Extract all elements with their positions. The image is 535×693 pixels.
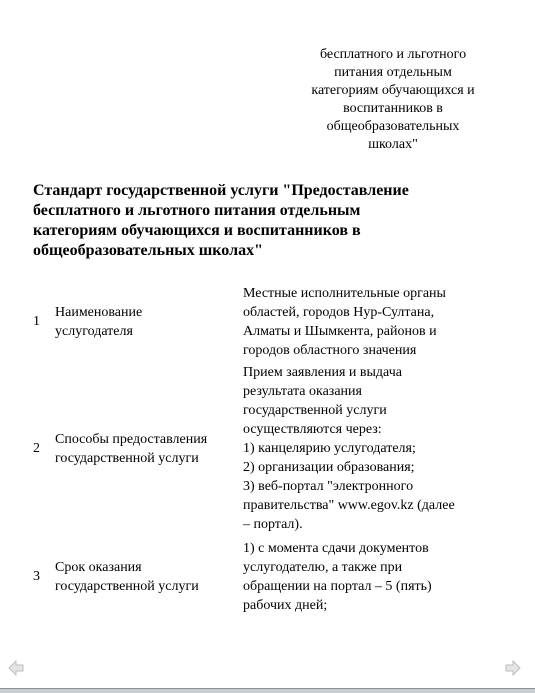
prev-page-button[interactable] <box>6 658 26 678</box>
row-desc-line: обращении на портал – 5 (пять) <box>243 579 432 594</box>
header-note-line: школах" <box>368 137 418 152</box>
header-note-line: бесплатного и льготного <box>319 47 467 62</box>
row-desc-line: рабочих дней; <box>243 598 328 613</box>
table-row <box>33 363 503 534</box>
row-desc-line: Прием заявления и выдача <box>243 365 402 380</box>
row-desc-line: правительства" www.egov.kz (далее <box>243 498 455 513</box>
header-note <box>282 46 504 154</box>
table-row <box>33 539 503 615</box>
row-number: 3 <box>33 569 40 584</box>
title-line: категориям обучающихся и воспитанников в <box>33 222 361 239</box>
row-name <box>55 303 235 341</box>
row-desc-line: 1) с момента сдачи документов <box>243 541 429 556</box>
row-desc-line: осуществляются через: <box>243 422 382 437</box>
row-number: 2 <box>33 441 40 456</box>
row-desc-line: городов областного значения <box>243 343 417 358</box>
title-line: Стандарт государственной услуги "Предоставление <box>33 182 409 199</box>
row-name-line: Срок оказания <box>55 560 142 575</box>
row-name <box>55 430 235 468</box>
row-name-line: Способы предоставления <box>55 432 208 447</box>
header-note-line: воспитанников в <box>343 101 443 116</box>
bottom-scrollbar[interactable] <box>0 688 535 693</box>
arrow-right-icon <box>503 658 523 678</box>
title-line: общеобразовательных школах" <box>33 242 263 259</box>
row-desc-line: услугодателю, а также при <box>243 560 403 575</box>
header-note-line: питания отдельным <box>334 65 452 80</box>
row-description <box>243 284 495 360</box>
row-desc-line: 1) канцелярию услугодателя; <box>243 441 416 456</box>
row-name-line: государственной услуги <box>55 451 199 466</box>
row-name <box>55 558 235 596</box>
row-desc-line: Алматы и Шымкента, районов и <box>243 324 437 339</box>
arrow-left-icon <box>6 658 26 678</box>
title-line: бесплатного и льготного питания отдельным <box>33 202 361 219</box>
header-note-line: категориям обучающихся и <box>311 83 475 98</box>
document-title <box>33 181 503 261</box>
row-number: 1 <box>33 314 40 329</box>
row-desc-line: 3) веб-портал "электронного <box>243 479 414 494</box>
row-description <box>243 539 495 615</box>
row-name-line: государственной услуги <box>55 579 199 594</box>
row-name-line: услугодателя <box>55 324 133 339</box>
row-desc-line: государственной услуги <box>243 403 387 418</box>
next-page-button[interactable] <box>503 658 523 678</box>
row-desc-line: Местные исполнительные органы <box>243 286 446 301</box>
header-note-line: общеобразовательных <box>326 119 460 134</box>
row-desc-line: областей, городов Нур-Султана, <box>243 305 435 320</box>
table-row <box>33 284 503 360</box>
row-desc-line: – портал). <box>243 517 303 532</box>
row-description <box>243 363 495 534</box>
row-desc-line: 2) организации образования; <box>243 460 415 475</box>
row-name-line: Наименование <box>55 305 143 320</box>
row-desc-line: результата оказания <box>243 384 362 399</box>
